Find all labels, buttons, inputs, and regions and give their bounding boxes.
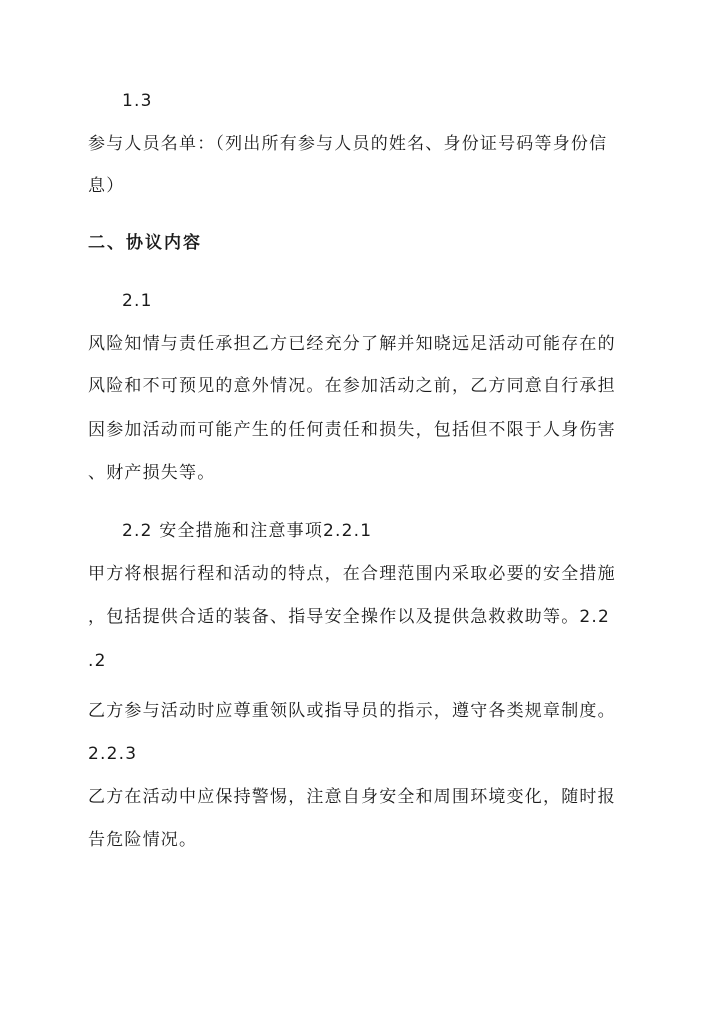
section-number-2-2-3: 2.2.3: [88, 744, 138, 764]
paragraph-line: .2: [88, 651, 107, 671]
paragraph-line: 息）: [88, 176, 125, 196]
section-number-2-1: 2.1: [122, 291, 153, 311]
paragraph-line: 告危险情况。: [88, 830, 198, 850]
section-number-1-3: 1.3: [122, 91, 153, 111]
paragraph-line: 乙方在活动中应保持警惕，注意自身安全和周围环境变化，随时报: [88, 787, 616, 807]
paragraph-line: 风险和不可预见的意外情况。在参加活动之前，乙方同意自行承担: [88, 376, 616, 396]
section-heading-2: 二、协议内容: [88, 233, 202, 253]
paragraph-line: ，包括提供合适的装备、指导安全操作以及提供急救救助等。2.2: [88, 607, 611, 627]
section-title-2-2: 2.2 安全措施和注意事项2.2.1: [122, 521, 373, 541]
paragraph-line: 风险知情与责任承担乙方已经充分了解并知晓远足活动可能存在的: [88, 334, 616, 354]
paragraph-line: 参与人员名单：（列出所有参与人员的姓名、身份证号码等身份信: [88, 134, 608, 154]
paragraph-line: 、财产损失等。: [88, 463, 216, 483]
paragraph-line: 乙方参与活动时应尊重领队或指导员的指示，遵守各类规章制度。: [88, 701, 616, 721]
paragraph-line: 甲方将根据行程和活动的特点，在合理范围内采取必要的安全措施: [88, 564, 616, 584]
paragraph-line: 因参加活动而可能产生的任何责任和损失，包括但不限于人身伤害: [88, 420, 616, 440]
